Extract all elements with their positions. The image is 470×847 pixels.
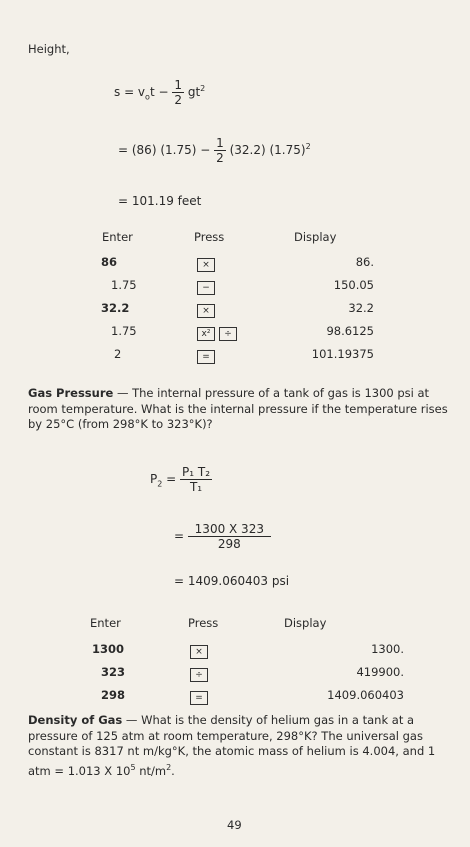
table2-display: 1300.	[371, 642, 404, 656]
table2-display: 1409.060403	[327, 688, 404, 702]
equation-pressure-formula: $P_2$ = $\frac{\text{P₁ T₂}}{\text{T₁}}$	[150, 465, 211, 494]
table1-enter: 86	[101, 255, 118, 269]
multiply-key-icon: ×	[190, 645, 208, 659]
gas-pressure-paragraph: Gas Pressure — The internal pressure of a tank of gas is 1300 psi at room temperature. What is the internal pressure if the temperature rises by 25°C (from 298°K to 323°K)?	[28, 386, 448, 431]
multiply-key-icon: ×	[197, 258, 215, 272]
table1-enter: 1.75	[111, 278, 137, 292]
divide-key-icon: ÷	[190, 668, 208, 682]
table1-header-display: Display	[294, 230, 337, 244]
divide-key-icon: ÷	[219, 327, 237, 341]
table2-header-press: Press	[188, 616, 219, 630]
density-title: Density of Gas	[28, 713, 123, 727]
table2-header-enter: Enter	[90, 616, 121, 630]
table1-display: 32.2	[348, 301, 374, 315]
table2-enter: 1300	[92, 642, 125, 656]
equation-pressure-substitution: = $\frac{1300 X 323}{298}$	[174, 522, 271, 551]
table1-display: 86.	[355, 255, 374, 269]
table1-enter: 2	[114, 347, 122, 361]
table2-header-display: Display	[284, 616, 327, 630]
equation-substitution: = (86) (1.75) − $\frac{1}{2}$ (32.2) $(1.75)^2$	[118, 136, 311, 165]
minus-key-icon: −	[197, 281, 215, 295]
heading-height: Height,	[28, 42, 70, 56]
equation-result-pressure: = 1409.060403 psi	[174, 574, 290, 588]
table1-display: 101.19375	[311, 347, 374, 361]
equals-key-icon: =	[190, 691, 208, 705]
equation-height-formula: $s = v_ot$ − $\frac{1}{2}$ $gt^2$	[114, 78, 206, 107]
table1-header-enter: Enter	[102, 230, 133, 244]
equation-result-height: = 101.19 feet	[118, 194, 202, 208]
table1-enter: 32.2	[101, 301, 130, 315]
table1-header-press: Press	[194, 230, 225, 244]
gas-pressure-title: Gas Pressure	[28, 386, 114, 400]
equals-key-icon: =	[197, 350, 215, 364]
square-key-icon: x²	[197, 327, 215, 341]
multiply-key-icon: ×	[197, 304, 215, 318]
table2-enter: 323	[101, 665, 126, 679]
page-number: 49	[227, 818, 242, 832]
table1-display: 98.6125	[326, 324, 374, 338]
table1-enter: 1.75	[111, 324, 137, 338]
table2-display: 419900.	[356, 665, 404, 679]
density-paragraph: Density of Gas — What is the density of helium gas in a tank at a pressure of 125 atm at room temperature, 298°K? The universal gas constant is 8317 nt m/kg°K, the atomic mass of helium is 4.004, and 1 atm = 1.013 X $10^5$ $nt/m^2$.	[28, 713, 436, 778]
table1-display: 150.05	[333, 278, 374, 292]
table2-enter: 298	[101, 688, 126, 702]
